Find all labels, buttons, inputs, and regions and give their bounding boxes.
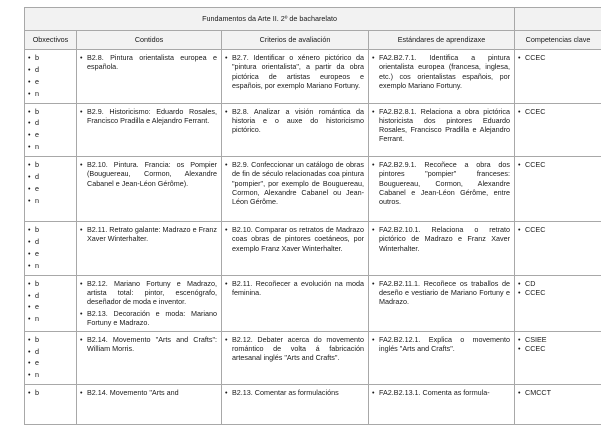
- list-item: • CSIEE: [518, 335, 597, 344]
- list-item: • FA2.B2.9.1. Recoñece a obra dos pintores "pompier" franceses: Bouguereau, Cormon, Alexandre Cabanel e Jean-Léon Gérôme, entre outros.: [372, 160, 510, 206]
- cell-competencias: [515, 222, 601, 276]
- list-item: • FA2.B2.8.1. Relaciona a obra pictórica historicista dos pintores Eduardo Rosales, Francisco Pradilla e Alejandro Ferrant.: [372, 107, 510, 144]
- list-item: • CCEC: [518, 344, 597, 353]
- list-item: • n: [28, 196, 72, 205]
- table-title: Fundamentos da Arte II. 2º de bacharelato: [25, 8, 515, 31]
- list-item: • n: [28, 370, 72, 379]
- list-item: • CD: [518, 279, 597, 288]
- header-criterios: Criterios de avaliación: [222, 31, 369, 50]
- list-item: • B2.11. Retrato galante: Madrazo e Franz Xaver Winterhalter.: [80, 225, 217, 244]
- list-item: • B2.9. Confeccionar un catálogo de obras de fin de século relacionadas coa pintura "pompier", por exemplo de Bouguereau, Cormon, Alexandre Cabanel ou Jean-Léon Gérôme.: [225, 160, 364, 206]
- list-item: • b: [28, 107, 72, 116]
- cell-estandares: [369, 157, 515, 222]
- list-item: • d: [28, 291, 72, 300]
- list-item: • FA2.B2.13.1. Comenta as formula-: [372, 388, 510, 397]
- list-item: • FA2.B2.7.1. Identifica a pintura orientalista europea (francesa, inglesa, etc.) cos orientalistas españois, por exemplo Mariano Fortuny.: [372, 53, 510, 90]
- header-obxectivos: Obxectivos: [25, 31, 77, 50]
- cell-estandares: [369, 275, 515, 331]
- list-item: • B2.8. Pintura orientalista europea e española.: [80, 53, 217, 72]
- list-item: • n: [28, 89, 72, 98]
- cell-contidos: [77, 157, 222, 222]
- list-item: • b: [28, 53, 72, 62]
- cell-contidos: [77, 275, 222, 331]
- list-item: • B2.13. Decoración e moda: Mariano Fortuny e Madrazo.: [80, 309, 217, 328]
- cell-contidos: [77, 50, 222, 104]
- list-item: • CCEC: [518, 53, 597, 62]
- cell-estandares: [369, 103, 515, 157]
- cell-estandares: [369, 222, 515, 276]
- table-row: [25, 275, 602, 331]
- cell-criterios: [222, 385, 369, 425]
- list-item: • e: [28, 77, 72, 86]
- table-row: [25, 103, 602, 157]
- header-competencias: Competencias clave: [515, 31, 601, 50]
- list-item: • n: [28, 261, 72, 270]
- header-contidos: Contidos: [77, 31, 222, 50]
- cell-criterios: [222, 103, 369, 157]
- cell-competencias: [515, 157, 601, 222]
- header-estandares: Estándares de aprendizaxe: [369, 31, 515, 50]
- cell-obxectivos: [25, 275, 77, 331]
- list-item: • B2.8. Analizar a visión romántica da historia e o auxe do historicismo pictórico.: [225, 107, 364, 135]
- list-item: • n: [28, 142, 72, 151]
- cell-competencias: [515, 103, 601, 157]
- cell-estandares: [369, 385, 515, 425]
- list-item: • FA2.B2.10.1. Relaciona o retrato pictórico de Madrazo e Franz Xaver Winterhalter.: [372, 225, 510, 253]
- cell-obxectivos: [25, 385, 77, 425]
- cell-contidos: [77, 222, 222, 276]
- table-title-spacer: [515, 8, 601, 31]
- cell-criterios: [222, 157, 369, 222]
- list-item: • e: [28, 302, 72, 311]
- list-item: • B2.14. Movemento "Arts and Crafts": William Morris.: [80, 335, 217, 354]
- list-item: • FA2.B2.12.1. Explica o movemento inglés "Arts and Crafts".: [372, 335, 510, 354]
- cell-contidos: [77, 103, 222, 157]
- list-item: • e: [28, 358, 72, 367]
- list-item: • B2.7. Identificar o xénero pictórico da "pintura orientalista", a partir da obra pictórica de artistas europeos e españois, por exemplo Mariano Fortuny.: [225, 53, 364, 90]
- list-item: • CCEC: [518, 107, 597, 116]
- cell-competencias: [515, 331, 601, 385]
- list-item: • d: [28, 347, 72, 356]
- cell-contidos: [77, 385, 222, 425]
- cell-competencias: [515, 50, 601, 104]
- list-item: • e: [28, 130, 72, 139]
- cell-contidos: [77, 331, 222, 385]
- cell-criterios: [222, 275, 369, 331]
- list-item: • n: [28, 314, 72, 323]
- list-item: • b: [28, 279, 72, 288]
- list-item: • B2.14. Movemento "Arts and: [80, 388, 217, 397]
- list-item: • B2.12. Mariano Fortuny e Madrazo, artista total: pintor, escenógrafo, deseñador de moda e inventor.: [80, 279, 217, 307]
- cell-criterios: [222, 222, 369, 276]
- cell-criterios: [222, 50, 369, 104]
- cell-estandares: [369, 331, 515, 385]
- cell-obxectivos: [25, 50, 77, 104]
- list-item: • d: [28, 65, 72, 74]
- list-item: • CCEC: [518, 160, 597, 169]
- list-item: • b: [28, 335, 72, 344]
- list-item: • B2.10. Pintura. Francia: os Pompier (Bouguereau, Cormon, Alexandre Cabanel e Jean-Léon Gérôme).: [80, 160, 217, 188]
- list-item: • e: [28, 249, 72, 258]
- list-item: • b: [28, 160, 72, 169]
- list-item: • e: [28, 184, 72, 193]
- table-row: [25, 157, 602, 222]
- cell-competencias: [515, 275, 601, 331]
- table-row: [25, 331, 602, 385]
- curriculum-table-container: [24, 7, 601, 439]
- list-item: • FA2.B2.11.1. Recoñece os traballos de deseño e vestiario de Mariano Fortuny e Madrazo.: [372, 279, 510, 307]
- list-item: • CMCCT: [518, 388, 597, 397]
- cell-obxectivos: [25, 331, 77, 385]
- cell-estandares: [369, 50, 515, 104]
- cell-criterios: [222, 331, 369, 385]
- list-item: • d: [28, 237, 72, 246]
- cell-obxectivos: [25, 157, 77, 222]
- list-item: • B2.9. Historicismo: Eduardo Rosales, Francisco Pradilla e Alejandro Ferrant.: [80, 107, 217, 126]
- cell-obxectivos: [25, 103, 77, 157]
- list-item: • B2.11. Recoñecer a evolución na moda feminina.: [225, 279, 364, 298]
- table-row: [25, 385, 602, 425]
- list-item: • B2.10. Comparar os retratos de Madrazo coas obras de pintores coetáneos, por exemplo Franz Xaver Winterhalter.: [225, 225, 364, 253]
- list-item: • CCEC: [518, 225, 597, 234]
- list-item: • CCEC: [518, 288, 597, 297]
- table-row: [25, 222, 602, 276]
- list-item: • b: [28, 225, 72, 234]
- cell-obxectivos: [25, 222, 77, 276]
- list-item: • b: [28, 388, 72, 397]
- list-item: • B2.12. Debater acerca do movemento romántico de volta á fabricación artesanal inglés "Arts and Crafts".: [225, 335, 364, 363]
- list-item: • d: [28, 172, 72, 181]
- curriculum-table: [24, 7, 601, 425]
- table-row: [25, 50, 602, 104]
- cell-competencias: [515, 385, 601, 425]
- list-item: • d: [28, 118, 72, 127]
- list-item: • B2.13. Comentar as formulacións: [225, 388, 364, 397]
